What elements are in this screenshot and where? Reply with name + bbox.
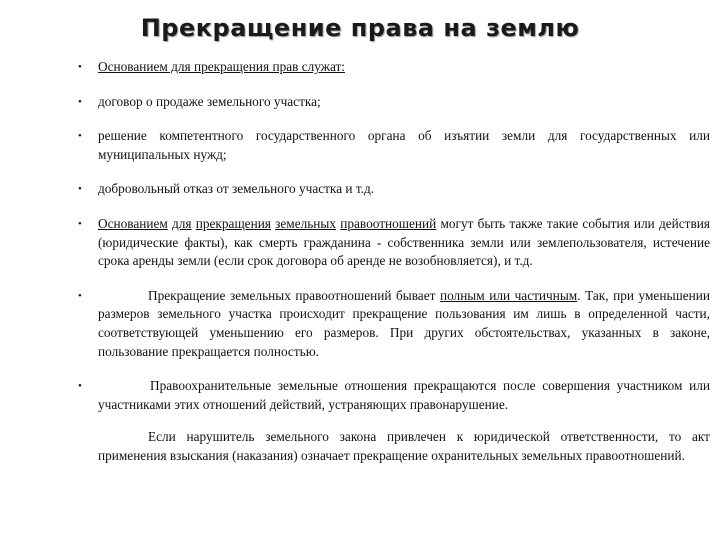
bullet-icon: • [78, 130, 82, 143]
list-item [78, 93, 710, 112]
paragraph [78, 428, 710, 465]
underlined-word: прекращения [195, 215, 271, 231]
list-item [78, 377, 710, 414]
item-text: договор о продаже земельного участка; [98, 93, 321, 109]
item-text: решение компетентного государственного органа об изъятии земли для государственных или муниципальных нужд; [98, 128, 710, 162]
list-item [78, 180, 710, 199]
item-text: . Так, при уменьшении размеров земельного участка происходит прекращение пользования им лишь в определенной части, соответствующей уменьшению его размеров. При других обстоятельствах, указанных в законе, пользование прекращается полностью. [98, 287, 710, 359]
underlined-word: правоотношений [340, 215, 437, 231]
underlined-word: Основанием [98, 215, 168, 231]
content-body [78, 58, 710, 466]
bullet-icon: • [78, 217, 82, 230]
bullet-icon: • [78, 95, 82, 108]
page-title: Прекращение права на землю [140, 14, 580, 42]
item-text: Правоохранительные земельные отношения прекращаются после совершения участником или участниками этих отношений действий, устраняющих правонарушение. [98, 378, 710, 412]
bullet-icon: • [78, 183, 82, 196]
item-text: добровольный отказ от земельного участка и т.д. [98, 181, 375, 197]
underlined-word: земельных [275, 215, 337, 231]
bullet-icon: • [78, 289, 82, 302]
paragraph-text: Если нарушитель земельного закона привлечен к юридической ответственности, то акт применения взыскания (наказания) означает прекращение охранительных земельных правоотношений. [98, 429, 710, 463]
underlined-word: для [172, 215, 192, 231]
list-item [78, 127, 710, 164]
bullet-icon: • [78, 380, 82, 393]
item-text: Прекращение земельных правоотношений бывает [148, 287, 440, 303]
item-text: Основанием для прекращения прав служат: [98, 59, 346, 74]
list-item [78, 287, 710, 361]
list-item [78, 215, 710, 271]
bullet-icon: • [78, 61, 82, 73]
underlined-phrase: полным или частичным [439, 287, 578, 303]
item-text: могут быть также такие события или действия (юридические факты), как смерть гражданина - собственника земли или землепользователя, истечение срока аренды земли (если срок договора об аренде не возобновляется), и т.д. [98, 215, 710, 269]
list-item [78, 58, 710, 77]
